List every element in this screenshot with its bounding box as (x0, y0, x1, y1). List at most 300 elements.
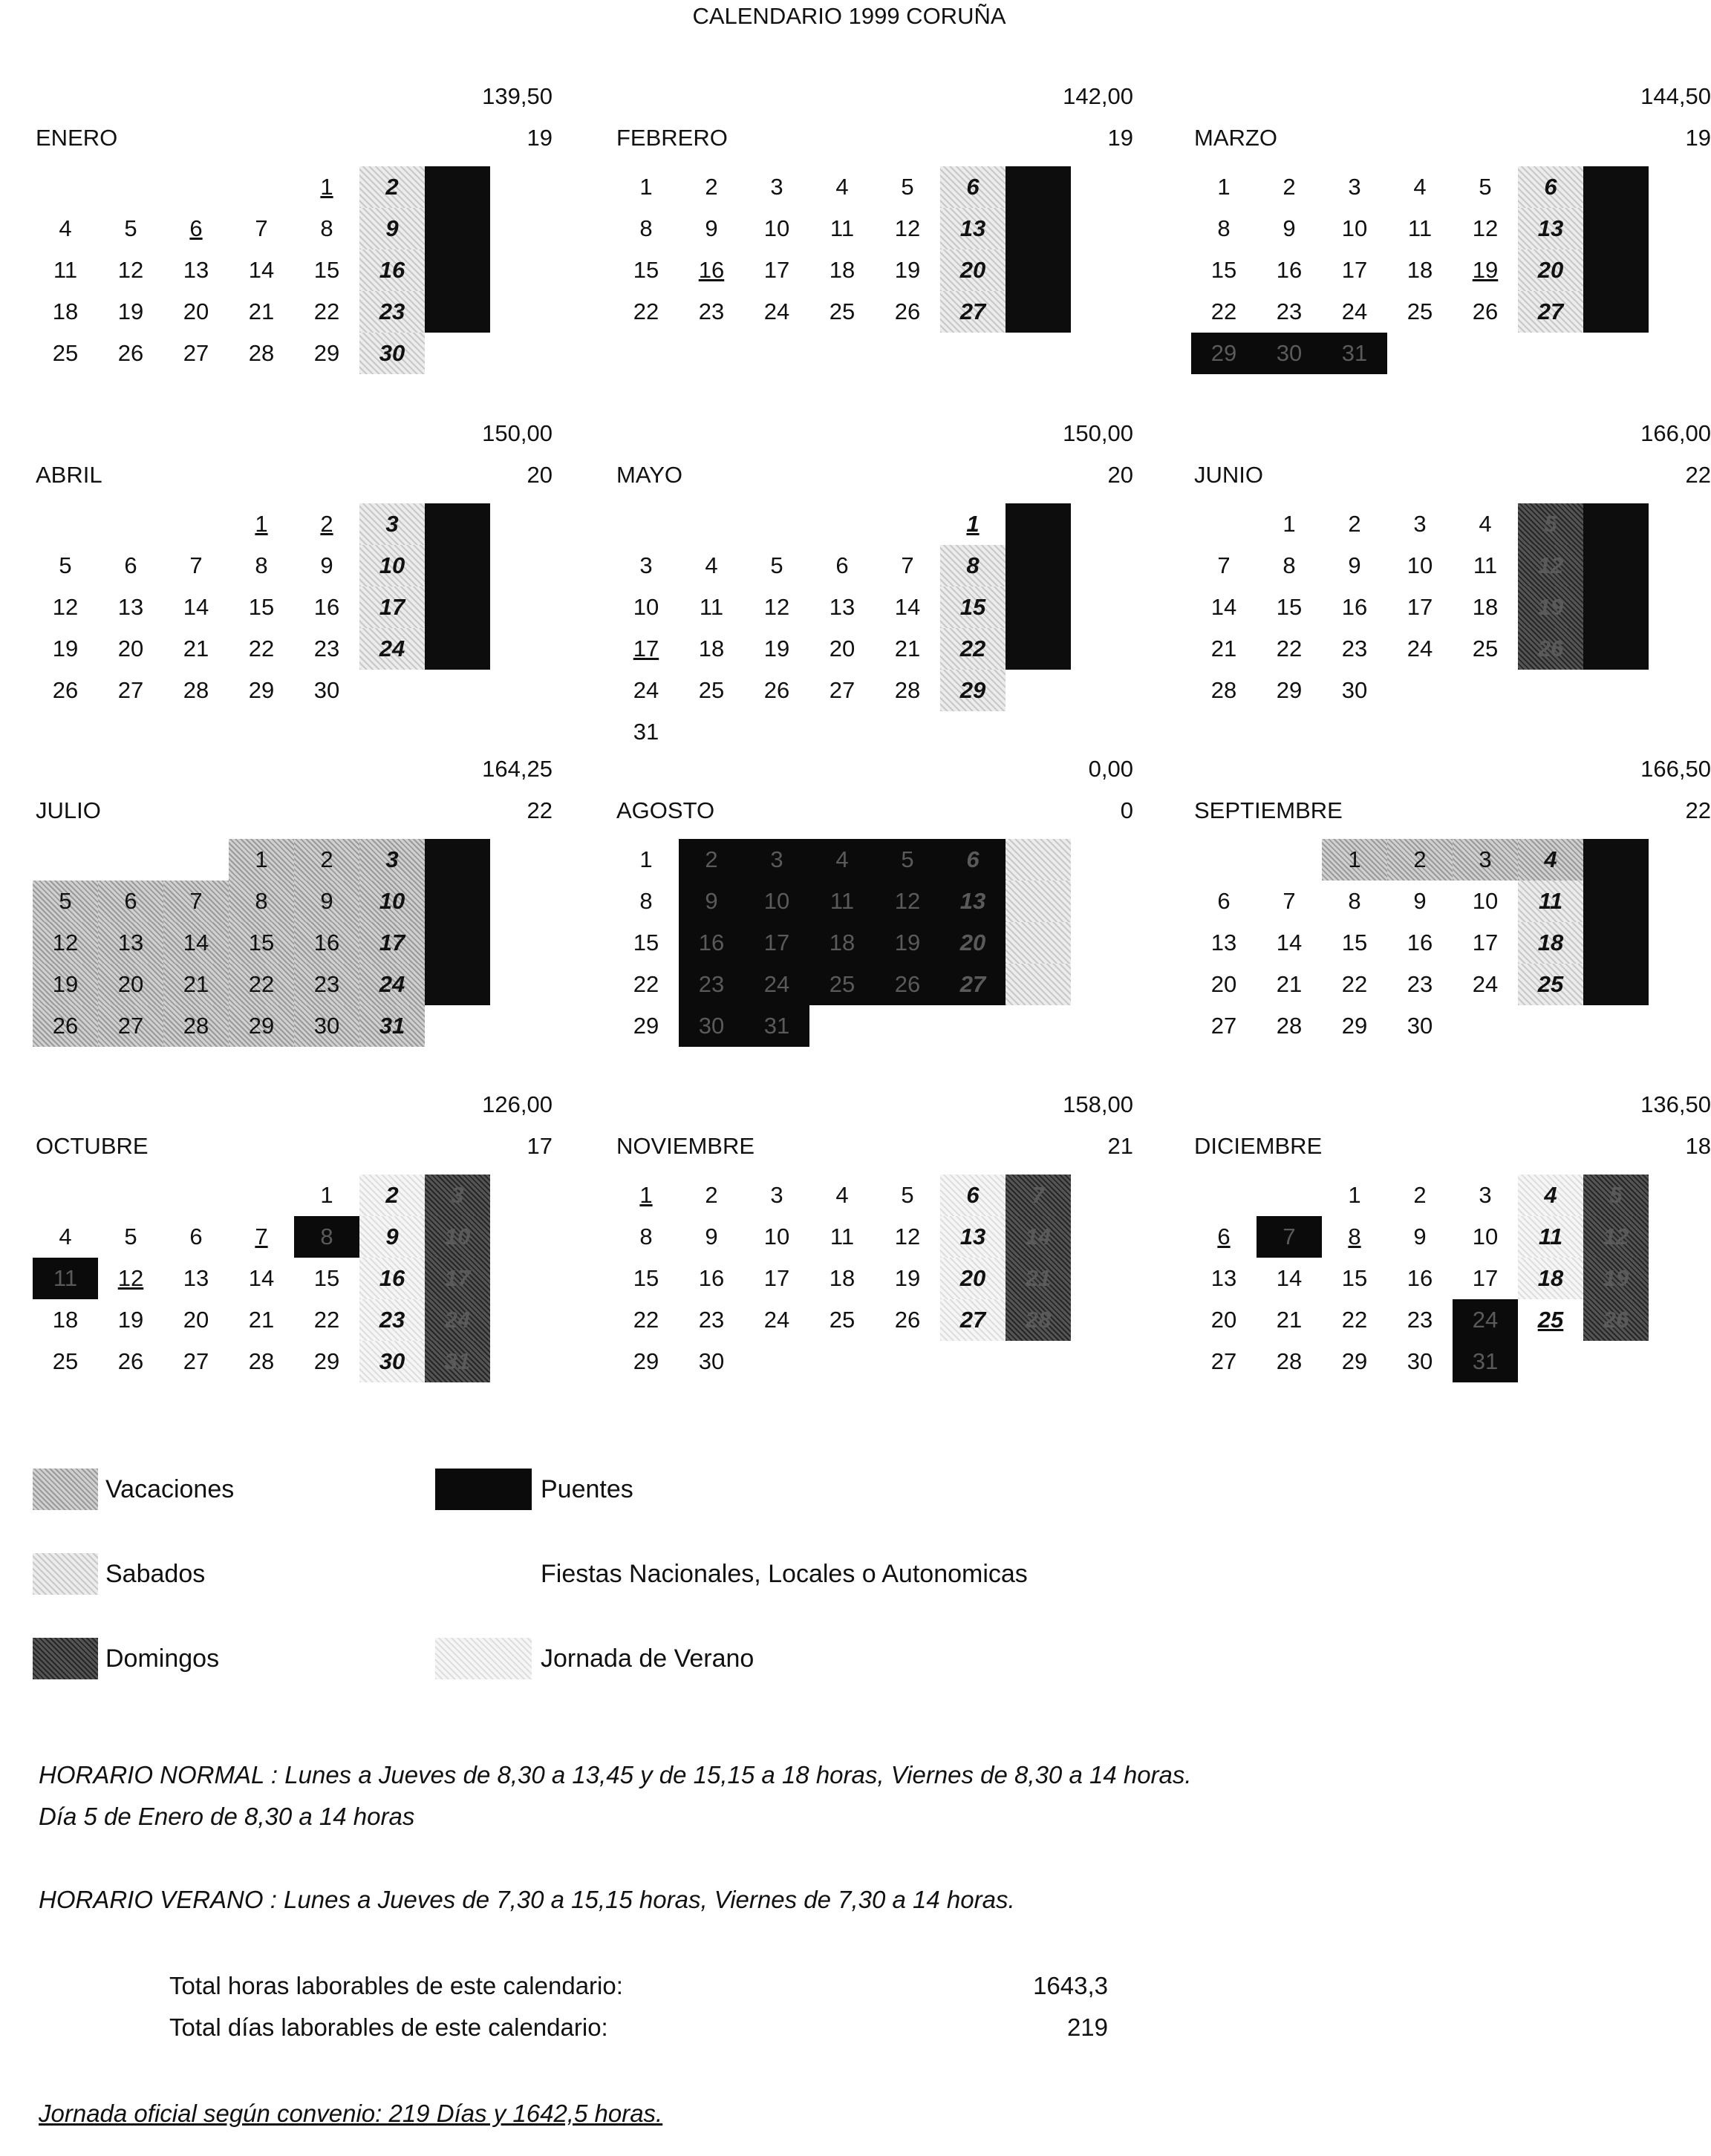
day-cell (744, 249, 809, 291)
month-julio (33, 756, 553, 1068)
day-number: 6 (1544, 174, 1557, 200)
day-cell (1518, 587, 1583, 628)
day-cell (1322, 839, 1387, 881)
day-cell (163, 1299, 229, 1341)
day-number: 10 (763, 1224, 790, 1250)
day-cell (940, 249, 1006, 291)
day-number: 7 (255, 215, 268, 241)
day-number: 18 (52, 1307, 79, 1333)
day-number: 12 (894, 1224, 921, 1250)
day-number: 23 (698, 1307, 725, 1333)
day-number: 22 (633, 971, 659, 997)
day-cell (679, 1258, 744, 1299)
day-cell (613, 208, 679, 249)
day-number: 1 (639, 846, 653, 872)
day-number: 15 (313, 1265, 340, 1291)
day-cell (359, 922, 425, 964)
day-number: 27 (1210, 1348, 1237, 1374)
day-number: 5 (124, 215, 137, 241)
day-cell (679, 881, 744, 922)
legend-sabados-label: Sabados (105, 1560, 206, 1588)
day-cell (1257, 670, 1322, 711)
day-cell (359, 333, 425, 374)
day-number: 3 (770, 846, 783, 872)
day-number: 26 (1603, 1307, 1629, 1333)
day-cell (1257, 628, 1322, 670)
day-cell (294, 1299, 359, 1341)
day-cell (679, 166, 744, 208)
day-cell (359, 249, 425, 291)
day-cell (1518, 545, 1583, 587)
day-number: 16 (698, 1265, 725, 1291)
day-number: 10 (1407, 552, 1433, 578)
day-cell (809, 964, 875, 1005)
month-name: ENERO (36, 125, 118, 151)
day-number: 28 (1210, 677, 1237, 703)
day-number: 15 (1276, 594, 1303, 620)
day-cell (229, 503, 294, 545)
day-number: 6 (966, 1182, 980, 1208)
domingos-swatch (33, 1638, 98, 1679)
day-number: 23 (379, 1307, 405, 1333)
month-name: JULIO (36, 797, 101, 823)
day-cell (1257, 1258, 1322, 1299)
day-cell (1518, 881, 1583, 922)
day-number: 16 (313, 594, 340, 620)
day-number: 17 (1341, 257, 1368, 283)
day-cell (1453, 503, 1518, 545)
day-cell (425, 587, 490, 628)
legend-puentes-label: Puentes (541, 1475, 633, 1503)
day-cell (1387, 1005, 1453, 1047)
day-cell (98, 1299, 163, 1341)
day-cell (425, 291, 490, 333)
puentes-swatch (435, 1469, 532, 1510)
day-cell (359, 587, 425, 628)
day-number: 8 (255, 552, 268, 578)
day-cell (1257, 587, 1322, 628)
day-number: 10 (763, 888, 790, 914)
day-number: 4 (1544, 1182, 1557, 1208)
day-number: 15 (1341, 1265, 1368, 1291)
day-cell (744, 291, 809, 333)
day-number: 8 (320, 215, 333, 241)
day-number: 20 (959, 257, 986, 283)
day-number: 25 (1537, 971, 1564, 997)
day-number: 18 (698, 636, 725, 662)
day-cell (1191, 587, 1257, 628)
day-number: 14 (894, 594, 921, 620)
day-number: 6 (1217, 888, 1231, 914)
month-workdays: 22 (527, 797, 553, 823)
day-number: 19 (1603, 1265, 1629, 1291)
day-cell (613, 1258, 679, 1299)
day-cell (940, 922, 1006, 964)
day-number: 27 (1537, 298, 1564, 324)
day-number: 7 (189, 888, 203, 914)
month-hours: 166,00 (1640, 420, 1711, 446)
day-cell (744, 545, 809, 587)
day-cell (1257, 881, 1322, 922)
day-cell (1257, 545, 1322, 587)
month-febrero (613, 83, 1133, 395)
day-cell (679, 249, 744, 291)
day-number: 13 (117, 930, 144, 956)
day-cell (940, 291, 1006, 333)
verano-swatch (435, 1638, 532, 1679)
day-cell (744, 1299, 809, 1341)
day-cell (613, 1005, 679, 1047)
day-cell (1387, 1175, 1453, 1216)
month-octubre (33, 1091, 553, 1403)
day-cell (1387, 166, 1453, 208)
day-number: 22 (248, 971, 275, 997)
day-cell (294, 1341, 359, 1382)
day-cell (613, 881, 679, 922)
day-number: 13 (1210, 1265, 1237, 1291)
day-cell (1453, 1299, 1518, 1341)
day-cell (1006, 208, 1071, 249)
day-number: 21 (1276, 1307, 1303, 1333)
day-cell (1257, 1299, 1322, 1341)
day-cell (875, 964, 940, 1005)
day-cell (1387, 964, 1453, 1005)
day-cell (1518, 1175, 1583, 1216)
month-hours: 166,50 (1640, 756, 1711, 782)
day-cell (229, 1341, 294, 1382)
month-name: AGOSTO (616, 797, 715, 823)
day-cell (98, 1341, 163, 1382)
day-number: 5 (1544, 511, 1557, 537)
day-number: 3 (770, 174, 783, 200)
day-number: 9 (385, 1224, 399, 1250)
day-number: 30 (313, 1013, 340, 1039)
day-cell (1387, 1299, 1453, 1341)
day-number: 11 (53, 257, 78, 283)
month-workdays: 22 (1685, 797, 1711, 823)
day-cell (1387, 1258, 1453, 1299)
day-number: 17 (444, 1265, 471, 1291)
day-cell (1191, 1299, 1257, 1341)
month-workdays: 21 (1107, 1133, 1133, 1159)
day-cell (1453, 839, 1518, 881)
day-number: 4 (835, 846, 849, 872)
day-number: 29 (248, 677, 275, 703)
day-cell (809, 545, 875, 587)
month-junio (1191, 420, 1711, 732)
month-noviembre (613, 1091, 1133, 1403)
day-cell (613, 964, 679, 1005)
day-number: 9 (1348, 552, 1361, 578)
day-cell (744, 1175, 809, 1216)
day-number: 31 (1472, 1348, 1499, 1374)
day-cell (1518, 291, 1583, 333)
day-cell (1387, 291, 1453, 333)
day-cell (1006, 670, 1071, 711)
day-cell (875, 839, 940, 881)
day-cell (809, 208, 875, 249)
day-cell (809, 1299, 875, 1341)
day-cell (809, 1175, 875, 1216)
day-number: 13 (1537, 215, 1564, 241)
day-cell (1191, 964, 1257, 1005)
month-workdays: 18 (1685, 1133, 1711, 1159)
day-cell (1322, 291, 1387, 333)
day-cell (1257, 1216, 1322, 1258)
day-cell (613, 628, 679, 670)
day-number: 25 (52, 340, 79, 366)
day-number: 5 (901, 1182, 914, 1208)
day-cell (294, 545, 359, 587)
day-number: 23 (379, 298, 405, 324)
day-number: 22 (313, 298, 340, 324)
day-number: 18 (829, 1265, 856, 1291)
month-agosto (613, 756, 1133, 1068)
day-number: 20 (183, 1307, 209, 1333)
day-cell (1322, 1341, 1387, 1382)
day-cell (1006, 881, 1071, 922)
day-cell (744, 628, 809, 670)
day-cell (809, 587, 875, 628)
day-cell (1387, 1341, 1453, 1382)
day-cell (229, 249, 294, 291)
day-cell (940, 1299, 1006, 1341)
day-number: 11 (1473, 552, 1498, 578)
day-number: 15 (248, 930, 275, 956)
day-cell (33, 545, 98, 587)
day-number: 10 (379, 552, 405, 578)
day-number: 13 (959, 215, 986, 241)
day-cell (613, 1175, 679, 1216)
day-cell (98, 545, 163, 587)
day-number: 19 (52, 971, 79, 997)
day-cell (98, 628, 163, 670)
day-cell (1387, 503, 1453, 545)
day-cell (33, 881, 98, 922)
day-cell (809, 1216, 875, 1258)
day-cell (1006, 587, 1071, 628)
day-cell (1453, 922, 1518, 964)
day-cell (33, 333, 98, 374)
day-number: 6 (835, 552, 849, 578)
day-number: 20 (117, 971, 144, 997)
day-number: 5 (59, 552, 72, 578)
day-cell (359, 1341, 425, 1382)
day-number: 7 (1032, 1182, 1045, 1208)
day-cell (1387, 922, 1453, 964)
day-number: 26 (763, 677, 790, 703)
day-number: 18 (1537, 1265, 1564, 1291)
day-number: 12 (117, 257, 144, 283)
page-title: CALENDARIO 1999 CORUÑA (692, 3, 1006, 29)
day-number: 8 (966, 552, 980, 578)
day-cell (1518, 166, 1583, 208)
day-cell (875, 670, 940, 711)
day-cell (1322, 1258, 1387, 1299)
day-cell (33, 1216, 98, 1258)
day-cell (98, 1216, 163, 1258)
day-cell (294, 628, 359, 670)
day-number: 21 (183, 971, 209, 997)
day-cell (229, 333, 294, 374)
day-cell (875, 922, 940, 964)
day-cell (1322, 545, 1387, 587)
day-number: 24 (763, 971, 790, 997)
day-number: 23 (313, 971, 340, 997)
legend-fiestas-label: Fiestas Nacionales, Locales o Autonomicas (541, 1560, 1028, 1588)
day-cell (679, 208, 744, 249)
day-cell (163, 291, 229, 333)
day-number: 10 (633, 594, 659, 620)
month-marzo (1191, 83, 1711, 395)
day-cell (679, 628, 744, 670)
month-workdays: 19 (527, 125, 553, 151)
day-cell (1387, 208, 1453, 249)
day-cell (1322, 503, 1387, 545)
day-number: 30 (313, 677, 340, 703)
day-cell (1453, 166, 1518, 208)
day-number: 2 (1413, 1182, 1427, 1208)
month-name: DICIEMBRE (1194, 1133, 1323, 1159)
day-number: 11 (830, 888, 855, 914)
day-number: 7 (1283, 888, 1296, 914)
day-cell (294, 839, 359, 881)
day-number: 13 (117, 594, 144, 620)
month-workdays: 19 (1685, 125, 1711, 151)
day-cell (425, 881, 490, 922)
day-cell (425, 503, 490, 545)
total-horas-label: Total horas laborables de este calendario: (169, 1972, 623, 1999)
month-workdays: 17 (527, 1133, 553, 1159)
day-number: 1 (255, 511, 268, 537)
day-number: 19 (52, 636, 79, 662)
day-cell (359, 964, 425, 1005)
day-cell (1453, 291, 1518, 333)
day-number: 26 (52, 677, 79, 703)
day-number: 18 (829, 930, 856, 956)
day-cell (1191, 249, 1257, 291)
day-number: 1 (966, 511, 980, 537)
day-number: 4 (59, 215, 72, 241)
day-number: 20 (1210, 1307, 1237, 1333)
day-cell (33, 249, 98, 291)
day-number: 2 (705, 1182, 718, 1208)
horario-normal-note: HORARIO NORMAL : Lunes a Jueves de 8,30 a 13,45 y de 15,15 a 18 horas, Viernes de 8,30 a 14 horas. (39, 1761, 1192, 1788)
day-cell (1583, 249, 1649, 291)
day-cell (875, 291, 940, 333)
day-number: 10 (763, 215, 790, 241)
day-number: 21 (248, 298, 275, 324)
day-cell (613, 166, 679, 208)
day-number: 28 (183, 1013, 209, 1039)
day-number: 23 (1407, 1307, 1433, 1333)
day-number: 14 (1210, 594, 1237, 620)
day-cell (679, 1299, 744, 1341)
month-workdays: 20 (527, 462, 553, 488)
day-number: 22 (313, 1307, 340, 1333)
month-name: MAYO (616, 462, 682, 488)
day-number: 6 (124, 888, 137, 914)
day-cell (1583, 166, 1649, 208)
day-number: 7 (1217, 552, 1231, 578)
day-number: 3 (1479, 846, 1492, 872)
day-number: 31 (763, 1013, 790, 1039)
day-cell (940, 166, 1006, 208)
day-cell (33, 1299, 98, 1341)
day-number: 15 (313, 257, 340, 283)
day-number: 5 (1479, 174, 1492, 200)
day-number: 11 (830, 215, 855, 241)
day-number: 14 (183, 930, 209, 956)
day-cell (98, 670, 163, 711)
sab-highlight (1006, 881, 1071, 922)
day-cell (163, 964, 229, 1005)
day-number: 20 (1537, 257, 1564, 283)
day-cell (1583, 208, 1649, 249)
day-cell (294, 964, 359, 1005)
vacaciones-swatch (33, 1469, 98, 1510)
day-cell (1583, 545, 1649, 587)
day-number: 27 (1210, 1013, 1237, 1039)
day-number: 25 (1537, 1307, 1564, 1333)
day-number: 21 (1276, 971, 1303, 997)
day-cell (1191, 922, 1257, 964)
day-number: 24 (763, 298, 790, 324)
day-cell (1583, 1258, 1649, 1299)
month-name: JUNIO (1194, 462, 1263, 488)
day-cell (679, 545, 744, 587)
day-number: 6 (966, 846, 980, 872)
day-cell (1453, 249, 1518, 291)
day-cell (940, 1175, 1006, 1216)
day-number: 6 (189, 1224, 203, 1250)
day-number: 10 (1472, 1224, 1499, 1250)
day-cell (809, 1258, 875, 1299)
day-cell (1006, 545, 1071, 587)
day-number: 7 (901, 552, 914, 578)
day-number: 8 (320, 1224, 333, 1250)
day-number: 24 (1341, 298, 1368, 324)
day-number: 2 (1413, 846, 1427, 872)
day-cell (1257, 1005, 1322, 1047)
day-number: 9 (705, 215, 718, 241)
day-cell (875, 1216, 940, 1258)
day-number: 22 (248, 636, 275, 662)
day-number: 3 (1413, 511, 1427, 537)
day-number: 16 (698, 930, 725, 956)
day-cell (294, 1216, 359, 1258)
day-cell (1006, 166, 1071, 208)
month-name: FEBRERO (616, 125, 728, 151)
day-number: 19 (894, 930, 921, 956)
day-number: 8 (1348, 1224, 1361, 1250)
day-number: 12 (52, 594, 79, 620)
day-cell (98, 249, 163, 291)
day-number: 26 (52, 1013, 79, 1039)
month-workdays: 22 (1685, 462, 1711, 488)
day-cell (613, 545, 679, 587)
day-number: 28 (1276, 1013, 1303, 1039)
day-number: 10 (1472, 888, 1499, 914)
month-name: MARZO (1194, 125, 1277, 151)
day-number: 16 (379, 1265, 405, 1291)
day-number: 17 (1407, 594, 1433, 620)
day-cell (229, 628, 294, 670)
day-number: 16 (1407, 1265, 1433, 1291)
day-number: 26 (894, 971, 921, 997)
day-cell (229, 670, 294, 711)
day-number: 15 (1341, 930, 1368, 956)
